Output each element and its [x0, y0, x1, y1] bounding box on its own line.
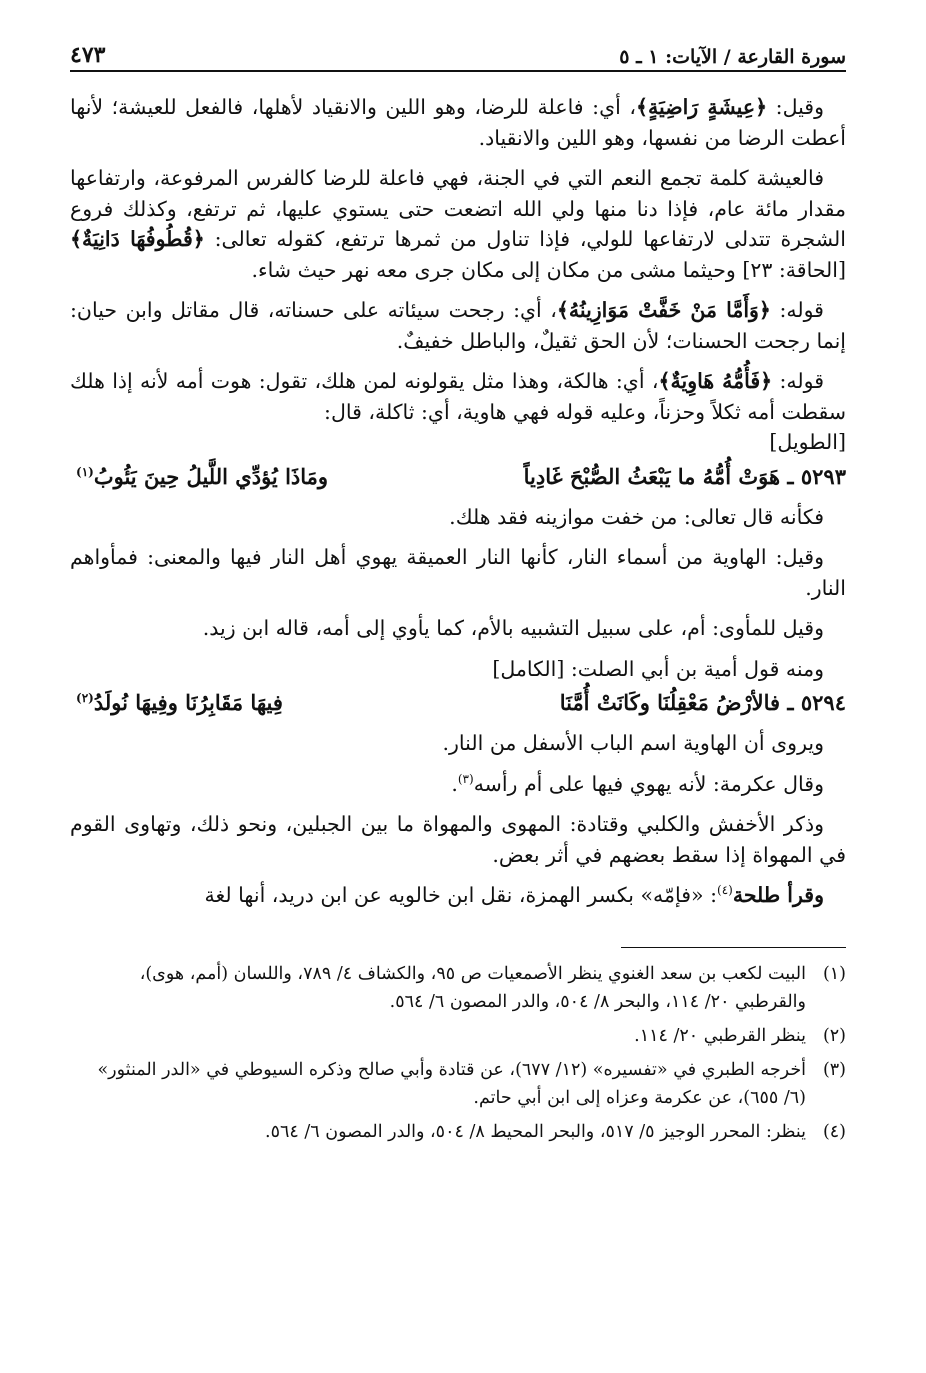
page-number: ٤٧٣ [70, 42, 106, 68]
footnote-ref: (١) [76, 464, 94, 479]
text: ومَاذَا يُؤدِّي اللَّيلُ حِينَ يَئُوبُ [93, 463, 329, 489]
paragraph: وقيل: الهاوية من أسماء النار، كأنها النار العميقة يهوي أهل النار فيها والمعنى: فمأواهم النار. [70, 545, 846, 600]
paragraph: فكأنه قال تعالى: من خفت موازينه فقد هلك. [449, 504, 824, 529]
paragraph [70, 769, 846, 800]
text: قوله: [770, 298, 824, 322]
verse-first-hemistich [524, 462, 846, 492]
text: : «فإمّه» بكسر الهمزة، نقل ابن خالويه عن ابن دريد، أنها لغة [204, 883, 717, 907]
footnote-text: ينظر القرطبي ٢٠/ ١١٤. [634, 1025, 806, 1046]
quran-quote: ﴿وَأَمَّا مَنْ خَفَّتْ مَوَازِينُهُ﴾ [556, 298, 771, 322]
footnote-ref: (٣) [457, 771, 474, 786]
text: قوله: [772, 369, 824, 393]
footnote-ref: (٤) [717, 883, 733, 898]
paragraph [70, 295, 846, 356]
text: ، أي: رجحت سيئاته على حسناته، قال مقاتل وابن حيان: إنما رجحت الحسنات؛ لأن الحق ثقيلٌ، والباطل خفيفٌ. [70, 298, 846, 353]
footnote [70, 1056, 846, 1112]
footnote-text: أخرجه الطبري في «تفسيره» (١٢/ ٦٧٧)، عن قتادة وأبي صالح وذكره السيوطي في «الدر المنثور» (٦/ ٦٥٥)، عن عكرمة وعزاه إلى ابن أبي حاتم. [97, 1059, 806, 1108]
paragraph: وقيل للمأوى: أم، على سبيل التشبيه بالأم، كما يأوي إلى أمه، قاله ابن زيد. [202, 616, 824, 640]
footnote [70, 1118, 846, 1146]
text: ـ هَوَتْ أُمُّهُ ما يَبْعَثُ الصُّبْحَ غَادِياً [523, 463, 794, 489]
paragraph [70, 163, 846, 285]
paragraph [70, 880, 846, 911]
book-page [70, 30, 846, 1152]
verse-second-hemistich [70, 462, 328, 492]
footnote-text: ينظر: المحرر الوجيز ٥/ ٥١٧، والبحر المحيط ٨/ ٥٠٤، والدر المصون ٦/ ٥٦٤. [265, 1121, 806, 1142]
footnote-ref: (٢) [76, 691, 94, 705]
paragraph [70, 809, 846, 870]
quran-quote: ﴿قُطُوفُهَا دَانِيَةٌ﴾ [70, 227, 205, 251]
main-text [70, 92, 846, 911]
verse-second-hemistich [70, 688, 283, 718]
meter-label: [الطويل] [769, 430, 846, 454]
verse-number: ٥٢٩٤ [800, 690, 846, 715]
verse-first-hemistich [560, 688, 846, 718]
text: ـ فالأرْضُ مَعْقِلُنَا وكَانَتْ أُمَّنَا [559, 690, 794, 715]
text: ويروى أن الهاوية اسم الباب الأسفل من النار. [442, 731, 824, 755]
footnotes [70, 960, 846, 1146]
text: فِيهَا مَقَابِرُنَا وفِيهَا نُولَدُ [93, 690, 283, 715]
footnote [70, 960, 846, 1016]
quran-quote: ﴿عِيشَةٍ رَاضِيَةٍ﴾ [636, 95, 768, 119]
footnote-text: البيت لكعب بن سعد الغنوي ينظر الأصمعيات ص ٩٥، والكشاف ٤/ ٧٨٩، واللسان (أمم، هوى)، والقرطبي ٢٠/ ١١٤، والبحر ٨/ ٥٠٤، والدر المصون ٦/ ٥٦٤. [139, 963, 806, 1012]
footnote-number: (٤) [822, 1121, 846, 1142]
page-header [70, 30, 846, 72]
text: وقيل: [767, 95, 824, 119]
text: . [451, 771, 458, 796]
footnote [70, 1022, 846, 1050]
quran-quote: ﴿فَأُمُّهُ هَاوِيَةٌ﴾ [658, 369, 773, 393]
paragraph [70, 366, 846, 427]
verse-number: ٥٢٩٣ [800, 463, 846, 489]
text: [الحاقة: ٢٣] وحيثما مشى من مكان إلى مكان جرى معه نهر حيث شاء. [251, 257, 846, 282]
paragraph [70, 728, 846, 759]
reader-name: وقرأ طلحة [732, 883, 824, 907]
poetry-verse [70, 462, 846, 492]
footnote-number: (٣) [822, 1059, 846, 1080]
footnote-number: (١) [822, 963, 846, 984]
text: فالعيشة كلمة تجمع النعم التي في الجنة، فهي فاعلة للرضا كالفرس المرفوعة، وارتفاعها مقدار مائة عام، فإذا دنا منها ولي الله اتضعت حتى يستوي عليها، ثم ترتفع، وكذلك فروع الشجرة تتدلى لارتفاعها للولي، فإذا تناول من ثمرها ترتفع، كقوله تعالى: [70, 166, 846, 251]
text: وقال عكرمة: لأنه يهوي فيها على أم رأسه [473, 771, 824, 796]
footnote-separator [621, 947, 846, 948]
footnote-number: (٢) [822, 1025, 846, 1046]
text: ، أي: هالكة، وهذا مثل يقولونه لمن هلك، تقول: هوت أمه لأنه إذا هلك سقطت أمه ثكلاً وحزناً، وعليه قوله فهي هاوية، أي: ثاكلة، قال: [70, 369, 846, 424]
paragraph [70, 92, 846, 153]
text: وذكر الأخفش والكلبي وقتادة: المهوى والمهواة ما بين الجبلين، ونحو ذلك، وتهاوى القوم في المهواة إذا سقط بعضهم في أثر بعض. [70, 812, 846, 867]
text: ، أي: فاعلة للرضا، وهو اللين والانقياد لأهلها، فالفعل للعيشة؛ لأنها أعطت الرضا من نفسها، وهو اللين والانقياد. [70, 95, 846, 150]
running-title: سورة القارعة / الآيات: ١ ـ ٥ [619, 46, 846, 68]
paragraph: ومنه قول أمية بن أبي الصلت: [الكامل] [492, 656, 824, 681]
poetry-verse [70, 688, 846, 718]
